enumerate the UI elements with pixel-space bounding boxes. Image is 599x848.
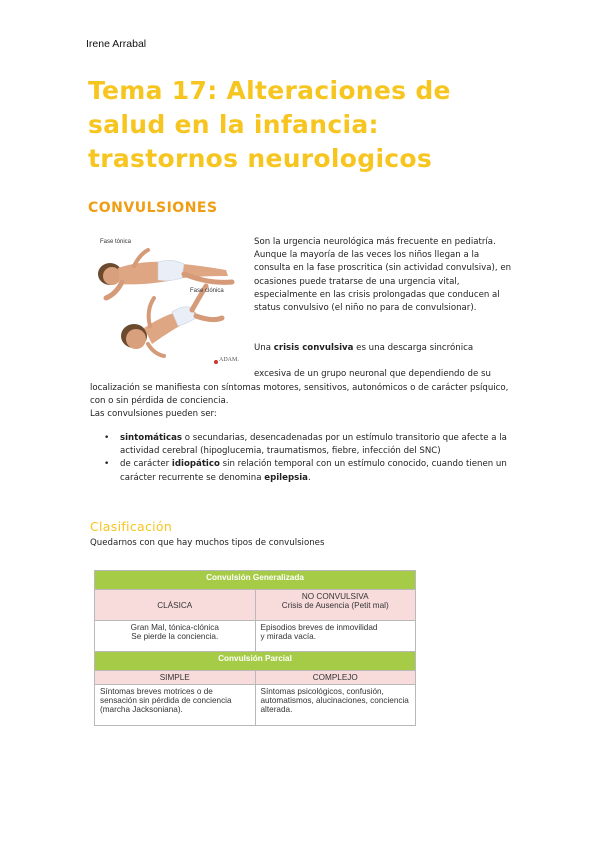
author-name: Irene Arrabal	[86, 38, 147, 50]
complejo-cell: COMPLEJO	[255, 671, 416, 685]
sintomaticas-text: o secundarias, desencadenadas por un estímulo transitorio que afecte a la actividad cerebral (hipoglucemia, traumatismos, fiebre, infección del SNC)	[120, 433, 507, 457]
idiopatico-pre: de carácter	[120, 459, 172, 470]
classification-note: Quedarnos con que hay muchos tipos de convulsiones	[90, 538, 325, 548]
section-heading: CONVULSIONES	[88, 200, 218, 216]
definition-rest-2: excesiva de un grupo neuronal que dependiendo de su localización se manifiesta con síntomas motores, sensitivos, autonómicos o de carácter psíquico, con o sin pérdida de conciencia.	[90, 369, 509, 406]
clasica-cell: CLÁSICA	[95, 590, 256, 621]
definition-start: Una	[254, 343, 274, 353]
page-title	[88, 74, 528, 176]
crisis-convulsiva-term: crisis convulsiva	[273, 343, 354, 353]
bullet-icon: •	[104, 459, 110, 470]
figure-label-clonic: Fase clónica	[190, 288, 224, 294]
intro-paragraph: Son la urgencia neurológica más frecuente en pediatría. Aunque la mayoría de las veces los niños llegan a la consulta en la fase proscritica (sin actividad convulsiva), en ocasiones puede tratarse de una urgencia vital, especialmente en las crisis prolongadas que conducen al status convulsivo (el niño no para de convulsionar).	[254, 237, 512, 314]
idiopatico-post: .	[307, 472, 311, 483]
idiopatico-text: sin relación temporal con un estímulo conocido, cuando tienen un carácter recurrente se denomina	[120, 459, 507, 483]
definition-rest-2-wrap	[90, 356, 254, 366]
no-convulsiva-cell	[255, 590, 416, 621]
gran-mal-line-1: Gran Mal, tónica-clónica	[130, 623, 219, 632]
title-line-3: trastornos neurologicos	[88, 144, 433, 173]
table-row	[95, 621, 416, 652]
definition-rest-1: es una descarga sincrónica	[353, 343, 474, 353]
title-line-1: Tema 17: Alteraciones de	[88, 76, 451, 105]
table-row	[95, 685, 416, 726]
types-list	[104, 432, 514, 485]
figure-credit: ADAM.	[219, 357, 239, 363]
table-row	[95, 652, 416, 671]
title-line-2: salud en la infancia:	[88, 110, 379, 139]
episodios-line-2: y mirada vacía.	[260, 632, 317, 641]
gran-mal-cell	[95, 621, 256, 652]
no-convulsiva-title: NO CONVULSIVA	[301, 592, 369, 601]
seizure-classification-table	[94, 570, 416, 726]
table-row	[95, 571, 416, 590]
simple-desc-cell: Síntomas breves motrices o de sensación sin pérdida de conciencia (marcha Jacksoniana).	[95, 685, 256, 726]
term-epilepsia: epilepsia	[264, 472, 308, 483]
term-sintomaticas: sintomáticas	[120, 433, 183, 443]
list-item	[104, 432, 514, 458]
table-row	[95, 590, 416, 621]
no-convulsiva-subtitle: Crisis de Ausencia (Petit mal)	[281, 601, 389, 610]
episodios-cell	[255, 621, 416, 652]
term-idiopatico: idiopático	[171, 459, 220, 470]
types-intro: Las convulsiones pueden ser:	[90, 409, 217, 419]
table-row	[95, 671, 416, 685]
definition-paragraph	[90, 342, 515, 408]
episodios-line-1: Episodios breves de inmovilidad	[260, 623, 378, 632]
bullet-icon: •	[104, 433, 110, 443]
complejo-desc-cell: Síntomas psicológicos, confusión, automatismos, alucinaciones, conciencia alterada.	[255, 685, 416, 726]
classification-heading: Clasificación	[90, 519, 173, 534]
list-item	[104, 458, 514, 484]
definition-line-1	[90, 342, 515, 355]
figure-label-tonic: Fase tónica	[100, 239, 132, 245]
parcial-header: Convulsión Parcial	[95, 652, 416, 671]
gran-mal-line-2: Se pierde la conciencia.	[131, 632, 219, 641]
simple-cell: SIMPLE	[95, 671, 256, 685]
generalizada-header: Convulsión Generalizada	[95, 571, 416, 590]
